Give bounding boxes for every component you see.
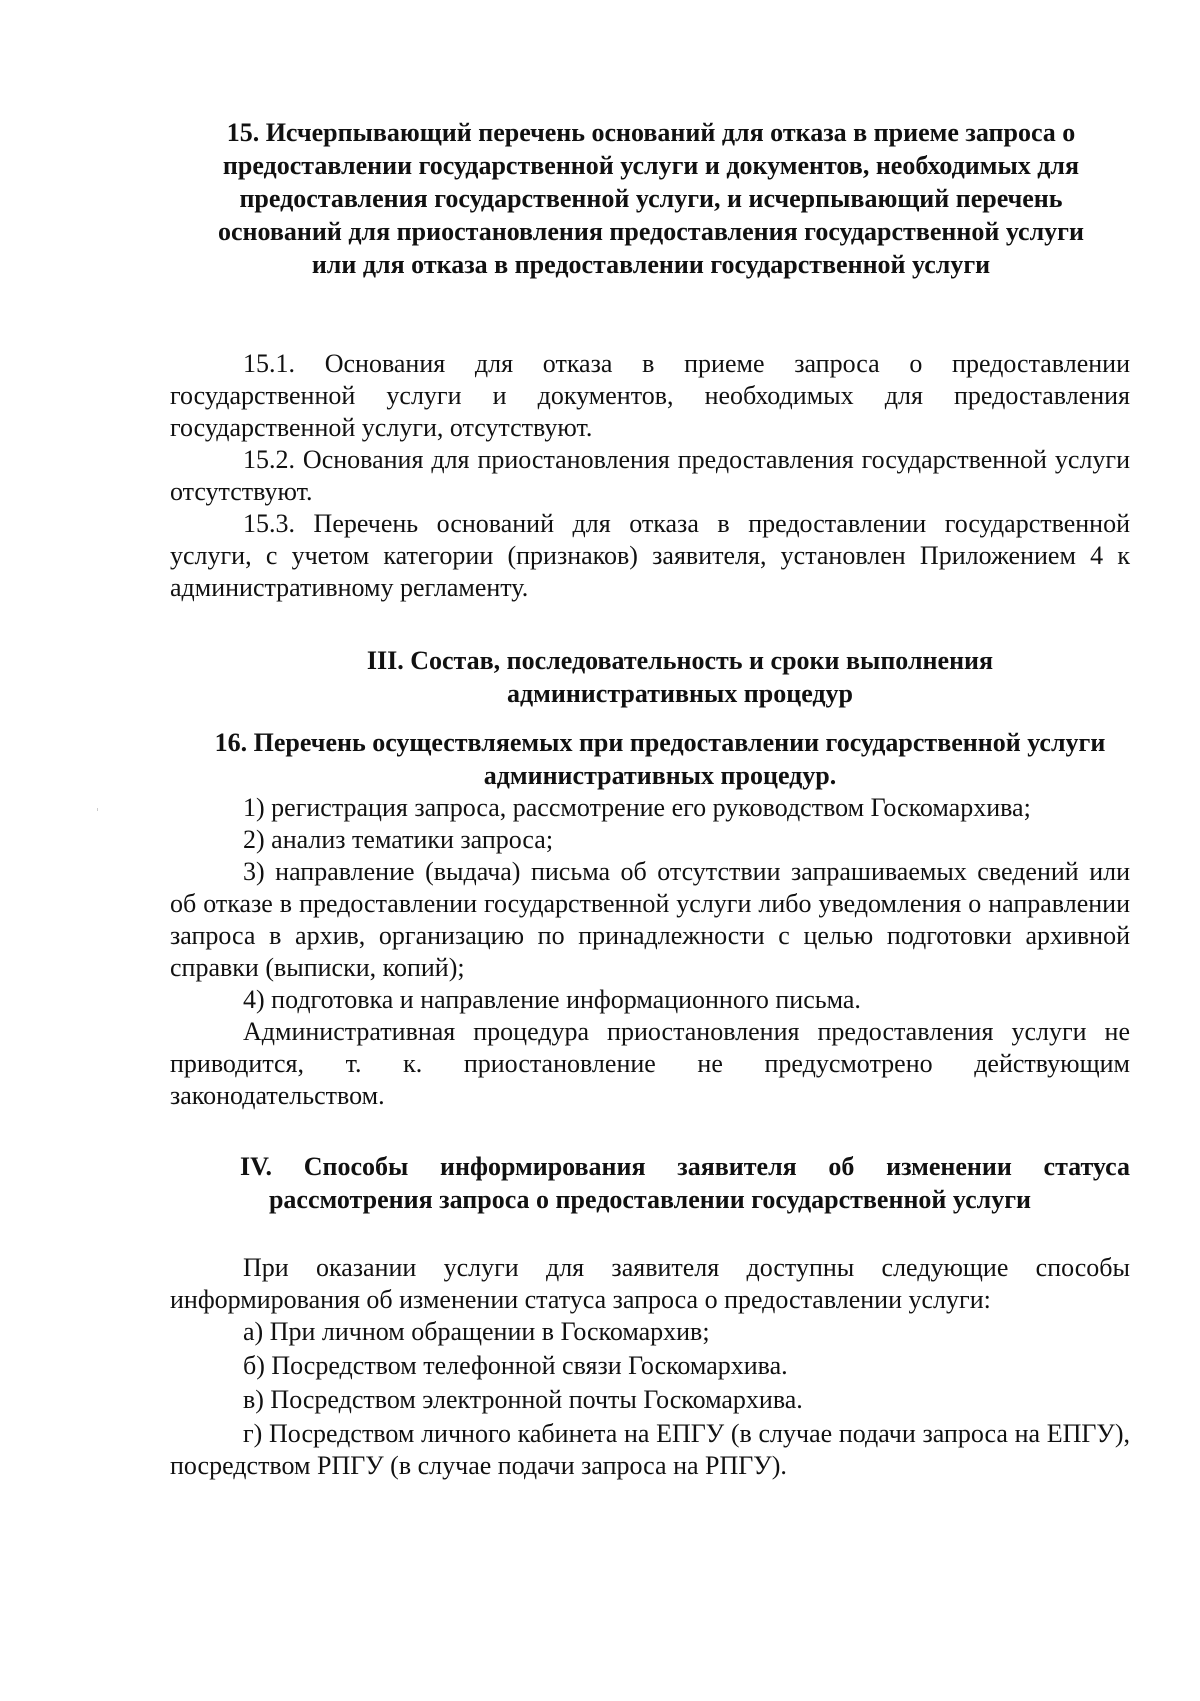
section-16-note: Административная процедура приостановления предоставления услуги не приводится, т. к. приостановление не предусмотрено действующим законодательством. <box>170 1017 1130 1110</box>
section-15-heading: 15. Исчерпывающий перечень оснований для отказа в приеме запроса о предоставлении государственной услуги и документов, необходимых для предоставления государственной услуги, и исчерпывающий перечень оснований для приостановления предоставления государственной услуги или для отказа в предоставлении государственной услуги <box>218 118 1084 279</box>
list-item: 1) регистрация запроса, рассмотрение его руководством Госкомархива; <box>243 793 1031 822</box>
paragraph-15-2: 15.2. Основания для приостановления предоставления государственной услуги отсутствуют. <box>170 445 1130 506</box>
section-IV-heading: IV. Способы информирования заявителя об изменении статуса рассмотрения запроса о предоставлении государственной услуги <box>240 1152 1130 1214</box>
list-item: а) При личном обращении в Госкомархив; <box>243 1317 710 1346</box>
list-item: 4) подготовка и направление информационного письма. <box>243 985 861 1014</box>
list-item: б) Посредством телефонной связи Госкомархива. <box>243 1351 788 1380</box>
paragraph-15-1: 15.1. Основания для отказа в приеме запроса о предоставлении государственной услуги и документов, необходимых для предоставления государственной услуги, отсутствуют. <box>170 349 1130 442</box>
section-IV-intro: При оказании услуги для заявителя доступны следующие способы информирования об изменении статуса запроса о предоставлении услуги: <box>170 1253 1130 1314</box>
section-III-heading: III. Состав, последовательность и сроки выполнения административных процедур <box>366 646 994 708</box>
list-item: г) Посредством личного кабинета на ЕПГУ (в случае подачи запроса на ЕПГУ), посредством РПГУ (в случае подачи запроса на РПГУ). <box>170 1419 1130 1480</box>
list-item: 3) направление (выдача) письма об отсутствии запрашиваемых сведений или об отказе в предоставлении государственной услуги либо уведомления о направлении запроса в архив, организацию по принадлежности с целью подготовки архивной справки (выписки, копий); <box>170 857 1130 982</box>
section-16-heading: 16. Перечень осуществляемых при предоставлении государственной услуги административных процедур. <box>214 728 1106 790</box>
scan-speckle <box>97 808 98 811</box>
list-item: в) Посредством электронной почты Госкомархива. <box>243 1385 803 1414</box>
list-item: 2) анализ тематики запроса; <box>243 825 554 854</box>
paragraph-15-3: 15.3. Перечень оснований для отказа в предоставлении государственной услуги, с учетом категории (признаков) заявителя, установлен Приложением 4 к административному регламенту. <box>170 509 1130 602</box>
